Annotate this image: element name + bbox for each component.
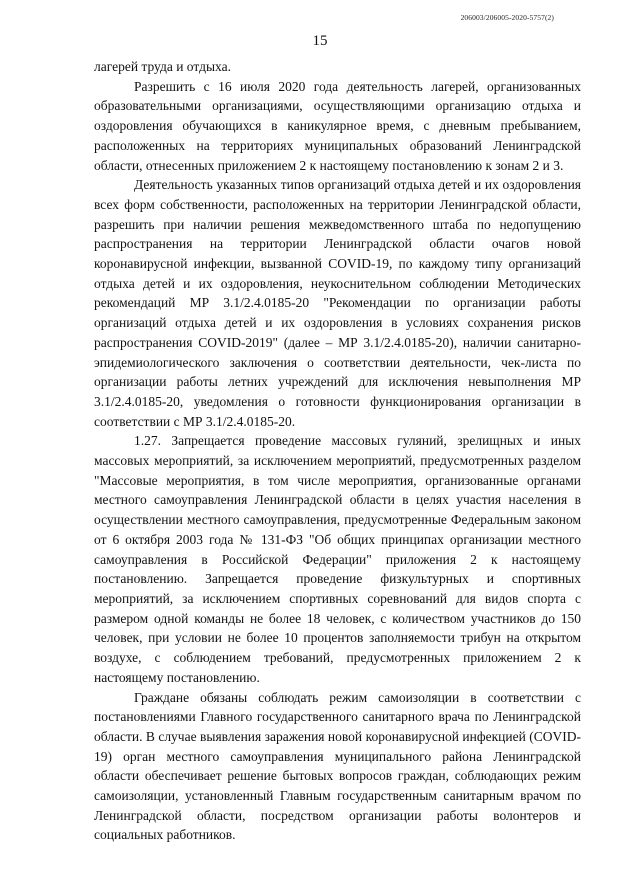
paragraph-camps-permission: Разрешить с 16 июля 2020 года деятельность лагерей, организованных образовательными организациями, осуществляющими организацию отдыха и оздоровления обучающихся в каникулярное время, с дневным пребыванием, расположенных на территориях муниципальных образований Ленинградской области, отнесенных приложением 2 к настоящему постановлению к зонам 2 и 3. xyxy=(94,78,581,173)
paragraph-camps-conditions: Деятельность указанных типов организаций отдыха детей и их оздоровления всех форм собственности, расположенных на территории Ленинградской области, разрешить при наличии решения межведомственного штаба по недопущению распространения на территории Ленинградской области очагов новой коронавирусной инфекции, вызванной COVID-19, по каждому типу организаций отдыха детей и их оздоровления, неукоснительном соблюдении Методических рекомендаций МР 3.1/2.4.0185-20 "Рекомендации по организации работы организаций отдыха детей и их оздоровления в условиях сохранения рисков распространения COVID-2019" (далее – МР 3.1/2.4.0185-20), наличии санитарно-эпидемиологического заключения о соответствии деятельности, чек-листа по организации работы летних учреждений для исключения невыполнения МР 3.1/2.4.0185-20, уведомления о готовности функционирования организации в соответствии с МР 3.1/2.4.0185-20. xyxy=(94,177,581,429)
paragraph-self-isolation: Граждане обязаны соблюдать режим самоизоляции в соответствии с постановлениями Главного государственного санитарного врача по Ленинградской области. В случае выявления заражения новой коронавирусной инфекцией (COVID-19) орган местного самоуправления муниципального района Ленинградской области обеспечивает решение бытовых вопросов граждан, соблюдающих режим самоизоляции, установленный Главным государственным санитарным врачом по Ленинградской области, посредством организации работы волонтеров и социальных работников. xyxy=(94,689,581,843)
page-number: 15 xyxy=(312,33,328,49)
document-body xyxy=(94,57,581,845)
paragraph-continuation: лагерей труда и отдыха. xyxy=(94,59,231,74)
document-id: 206003/206005-2020-5757(2) xyxy=(460,13,554,22)
paragraph-mass-events: 1.27. Запрещается проведение массовых гуляний, зрелищных и иных массовых мероприятий, за исключением мероприятий, предусмотренных разделом "Массовые мероприятия, в том числе мероприятия, организованные органами местного самоуправления Ленинградской области в целях участия населения в осуществлении местного самоуправления, предусмотренные Федеральным законом от 6 октября 2003 года № 131-ФЗ "Об общих принципах организации местного самоуправления в Российской Федерации" приложения 2 к настоящему постановлению. Запрещается проведение физкультурных и спортивных мероприятий, за исключением спортивных соревнований для видов спорта с размером одной команды не более 18 человек, с количеством участников до 150 человек, при условии не более 10 процентов заполняемости трибун на открытом воздухе, с соблюдением требований, предусмотренных приложением 2 к настоящему постановлению. xyxy=(94,433,581,685)
